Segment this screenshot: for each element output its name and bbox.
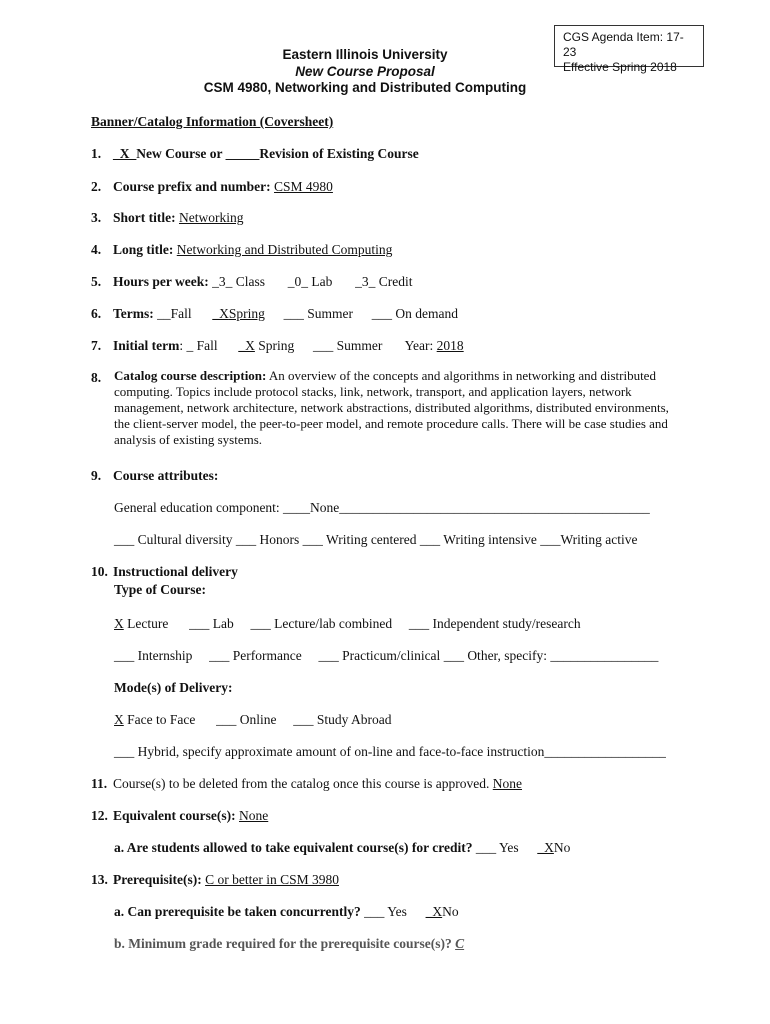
catalog-description: Catalog course description: An overview of the concepts and algorithms in networking and distributed computing. Topics include protocol stacks, link, network, transport, and application layers, network management, network architecture, network abstractions, distributed algorithms, distributed environments, the client-server model, the peer-to-peer model, and remote procedure calls. There will be case studies and analysis of existing systems. (114, 368, 669, 447)
item-3: 3. Short title: Networking (91, 210, 244, 225)
proposal-type: New Course Proposal (295, 64, 435, 79)
gen-ed-component: General education component: ____None______________________________________________ (114, 500, 650, 515)
course-attributes-list: ___ Cultural diversity ___ Honors ___ Writing centered ___ Writing intensive ___Writing active (114, 532, 638, 547)
course-prefix-value: CSM 4980 (274, 179, 333, 194)
item-2: 2. Course prefix and number: CSM 4980 (91, 179, 333, 194)
agenda-item: CGS Agenda Item: 17-23 (563, 30, 684, 59)
course-title: CSM 4980, Networking and Distributed Computing (203, 80, 527, 95)
course-types-row-2: ___ Internship ___ Performance ___ Practicum/clinical ___ Other, specify: ________________ (114, 648, 659, 663)
item-6: 6. Terms: __Fall _XSpring ___ Summer ___ On demand (91, 306, 459, 321)
section-title: Banner/Catalog Information (Coversheet) (91, 114, 334, 129)
hybrid-option: ___ Hybrid, specify approximate amount of on-line and face-to-face instruction__________________ (114, 744, 666, 759)
item-13a: a. Can prerequisite be taken concurrently? ___ Yes _XNo (114, 904, 459, 919)
item-13: 13. Prerequisite(s): C or better in CSM 3980 (91, 872, 339, 887)
item-12: 12. Equivalent course(s): None (91, 808, 269, 823)
modes-of-delivery-label: Mode(s) of Delivery: (114, 680, 233, 695)
item-7: 7. Initial term: _ Fall _X Spring ___ Summer Year: 2018 (91, 338, 464, 353)
new-course-mark: _X_ (113, 146, 137, 161)
course-types-row-1: X Lecture ___ Lab ___ Lecture/lab combined ___ Independent study/research (114, 616, 581, 631)
type-of-course-label: Type of Course: (114, 582, 206, 597)
item-8: 8. (91, 370, 102, 385)
item-9: 9. Course attributes: (91, 468, 219, 483)
item-12a: a. Are students allowed to take equivalent course(s) for credit? ___ Yes _XNo (114, 840, 571, 855)
item-5: 5. Hours per week: _3_ Class _0_ Lab _3_ Credit (91, 274, 413, 289)
delivery-modes-row: X Face to Face ___ Online ___ Study Abroad (114, 712, 392, 727)
item-11: 11. Course(s) to be deleted from the catalog once this course is approved. None (91, 776, 523, 791)
university-name: Eastern Illinois University (282, 47, 448, 62)
short-title-value: Networking (178, 210, 244, 225)
item-13b: b. Minimum grade required for the prerequisite course(s)? C (114, 936, 465, 951)
item-4: 4. Long title: Networking and Distributed Computing (91, 242, 393, 257)
long-title-value: Networking and Distributed Computing (176, 242, 393, 257)
effective-term: Effective Spring 2018 (563, 60, 677, 74)
item-1: 1. _X_New Course or _____Revision of Existing Course (91, 146, 419, 161)
item-10: 10. Instructional delivery (91, 564, 238, 579)
